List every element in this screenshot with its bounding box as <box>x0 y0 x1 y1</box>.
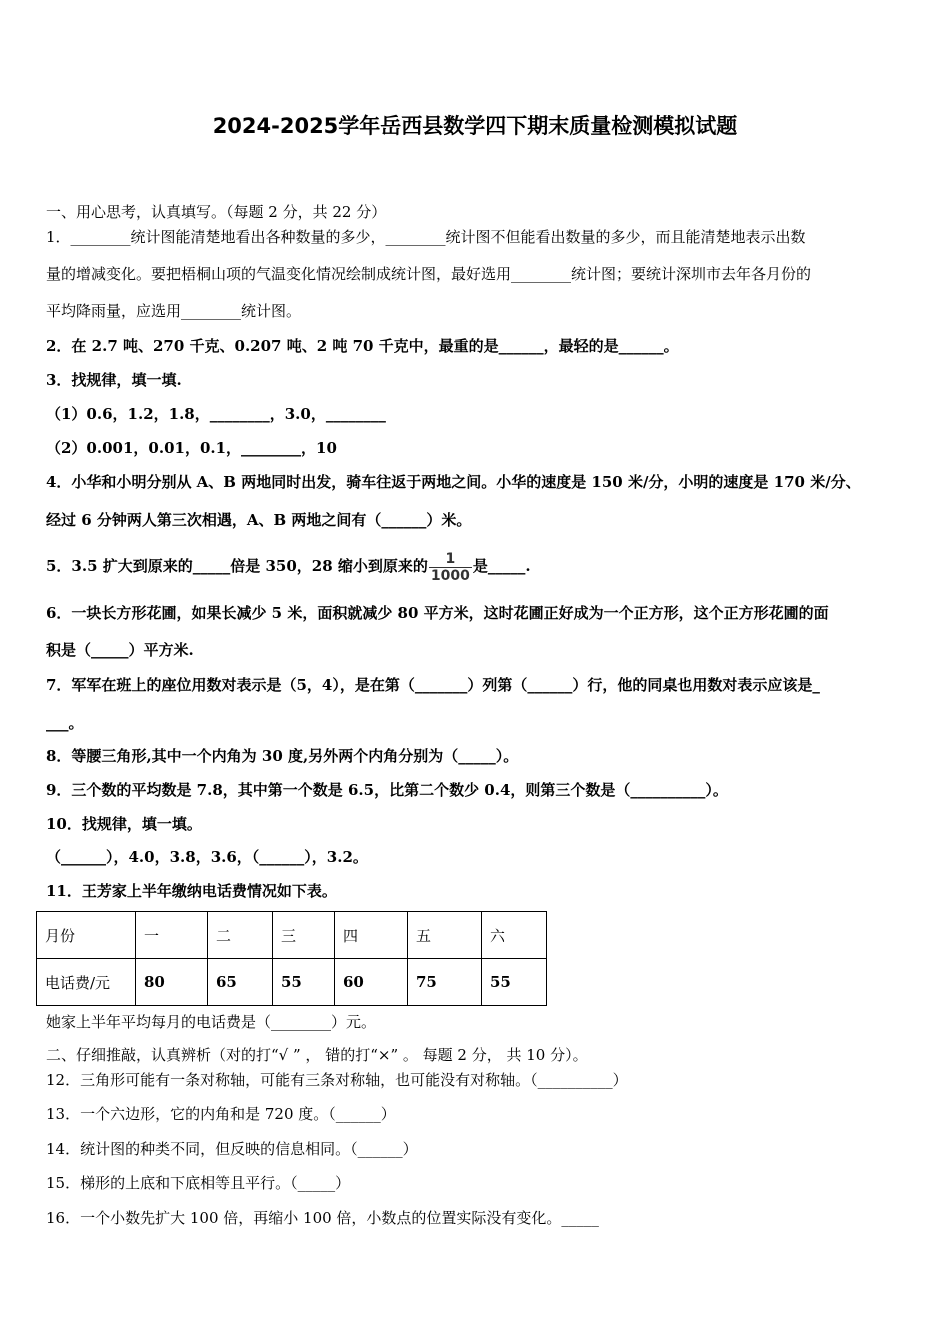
question-9: 9．三个数的平均数是 7.8，其中第一个数是 6.5，比第二个数少 0.4，则第三个数是（__________）。 <box>46 781 728 799</box>
question-6-line-2: 积是（_____）平方米. <box>46 641 194 659</box>
question-1-line-2: 量的增减变化。要把梧桐山项的气温变化情况绘制成统计图，最好选用________统计图；要统计深圳市去年各月份的 <box>46 265 812 283</box>
table-row <box>37 959 547 1006</box>
table-cell: 三 <box>273 912 335 959</box>
question-14: 14．统计图的种类不同，但反映的信息相同。（______） <box>46 1140 418 1158</box>
table-cell: 55 <box>482 959 547 1006</box>
table-cell: 80 <box>136 959 208 1006</box>
question-6-line-1: 6．一块长方形花圃，如果长减少 5 米，面积就减少 80 平方米，这时花圃正好成为一个正方形，这个正方形花圃的面 <box>46 604 829 622</box>
question-7-line-1: 7．军军在班上的座位用数对表示是（5，4），是在第（_______）列第（______）行，他的同桌也用数对表示应该是_ <box>46 676 820 694</box>
question-3-part-1: （1）0.6，1.2，1.8，________，3.0，________ <box>46 405 386 423</box>
question-13: 13．一个六边形，它的内角和是 720 度。（______） <box>46 1105 396 1123</box>
table-cell: 60 <box>335 959 408 1006</box>
question-8: 8．等腰三角形,其中一个内角为 30 度,另外两个内角分别为（_____）。 <box>46 747 519 765</box>
question-4-line-2: 经过 6 分钟两人第三次相遇，A、B 两地之间有（______）米。 <box>46 511 472 529</box>
table-cell: 一 <box>136 912 208 959</box>
question-3-part-2: （2）0.001，0.01，0.1，________，10 <box>46 439 337 457</box>
table-cell: 电话费/元 <box>37 959 136 1006</box>
question-15: 15．梯形的上底和下底相等且平行。（_____） <box>46 1174 351 1192</box>
table-cell: 六 <box>482 912 547 959</box>
question-11-answer-line: 她家上半年平均每月的电话费是（________）元。 <box>46 1013 377 1031</box>
question-4-line-1: 4．小华和小明分别从 A、B 两地同时出发，骑车往返于两地之间。小华的速度是 150 米/分，小明的速度是 170 米/分、 <box>46 473 861 491</box>
table-cell: 月份 <box>37 912 136 959</box>
page-title: 2024-2025学年岳西县数学四下期末质量检测模拟试题 <box>212 114 738 138</box>
table-cell: 二 <box>208 912 273 959</box>
fraction-numerator: 1 <box>429 551 472 568</box>
fraction <box>429 551 472 584</box>
table-cell: 四 <box>335 912 408 959</box>
question-7-line-2: ___。 <box>46 714 84 732</box>
question-2: 2．在 2.7 吨、270 千克、0.207 吨、2 吨 70 千克中，最重的是______，最轻的是______。 <box>46 337 679 355</box>
question-5-text-b: 是_____. <box>472 557 531 575</box>
question-10: 10．找规律，填一填。 <box>46 815 202 833</box>
table-cell: 五 <box>408 912 482 959</box>
phone-fee-table <box>36 911 547 1006</box>
question-1-line-3: 平均降雨量，应选用________统计图。 <box>46 302 302 320</box>
table-cell: 55 <box>273 959 335 1006</box>
table-row <box>37 912 547 959</box>
question-11: 11．王芳家上半年缴纳电话费情况如下表。 <box>46 882 337 900</box>
question-12: 12．三角形可能有一条对称轴，可能有三条对称轴，也可能没有对称轴。（__________） <box>46 1071 628 1089</box>
table-cell: 65 <box>208 959 273 1006</box>
question-1-line-1: 1．________统计图能清楚地看出各种数量的多少，________统计图不但能看出数量的多少，而且能清楚地表示出数 <box>46 228 806 246</box>
table-cell: 75 <box>408 959 482 1006</box>
question-5 <box>46 548 531 584</box>
question-10-sequence: （______），4.0，3.8，3.6，（______），3.2。 <box>46 848 368 866</box>
section-2-heading: 二、仔细推敲，认真辨析（对的打“√ ” ， 错的打“×” 。 每题 2 分， 共 10 分）。 <box>46 1046 588 1064</box>
question-3: 3．找规律，填一填. <box>46 371 182 389</box>
question-5-text-a: 5．3.5 扩大到原来的_____倍是 350，28 缩小到原来的 <box>46 557 428 575</box>
question-16: 16．一个小数先扩大 100 倍，再缩小 100 倍，小数点的位置实际没有变化。_____ <box>46 1209 599 1227</box>
section-1-heading: 一、用心思考，认真填写。（每题 2 分，共 22 分） <box>46 203 387 221</box>
fraction-denominator: 1000 <box>430 567 470 584</box>
